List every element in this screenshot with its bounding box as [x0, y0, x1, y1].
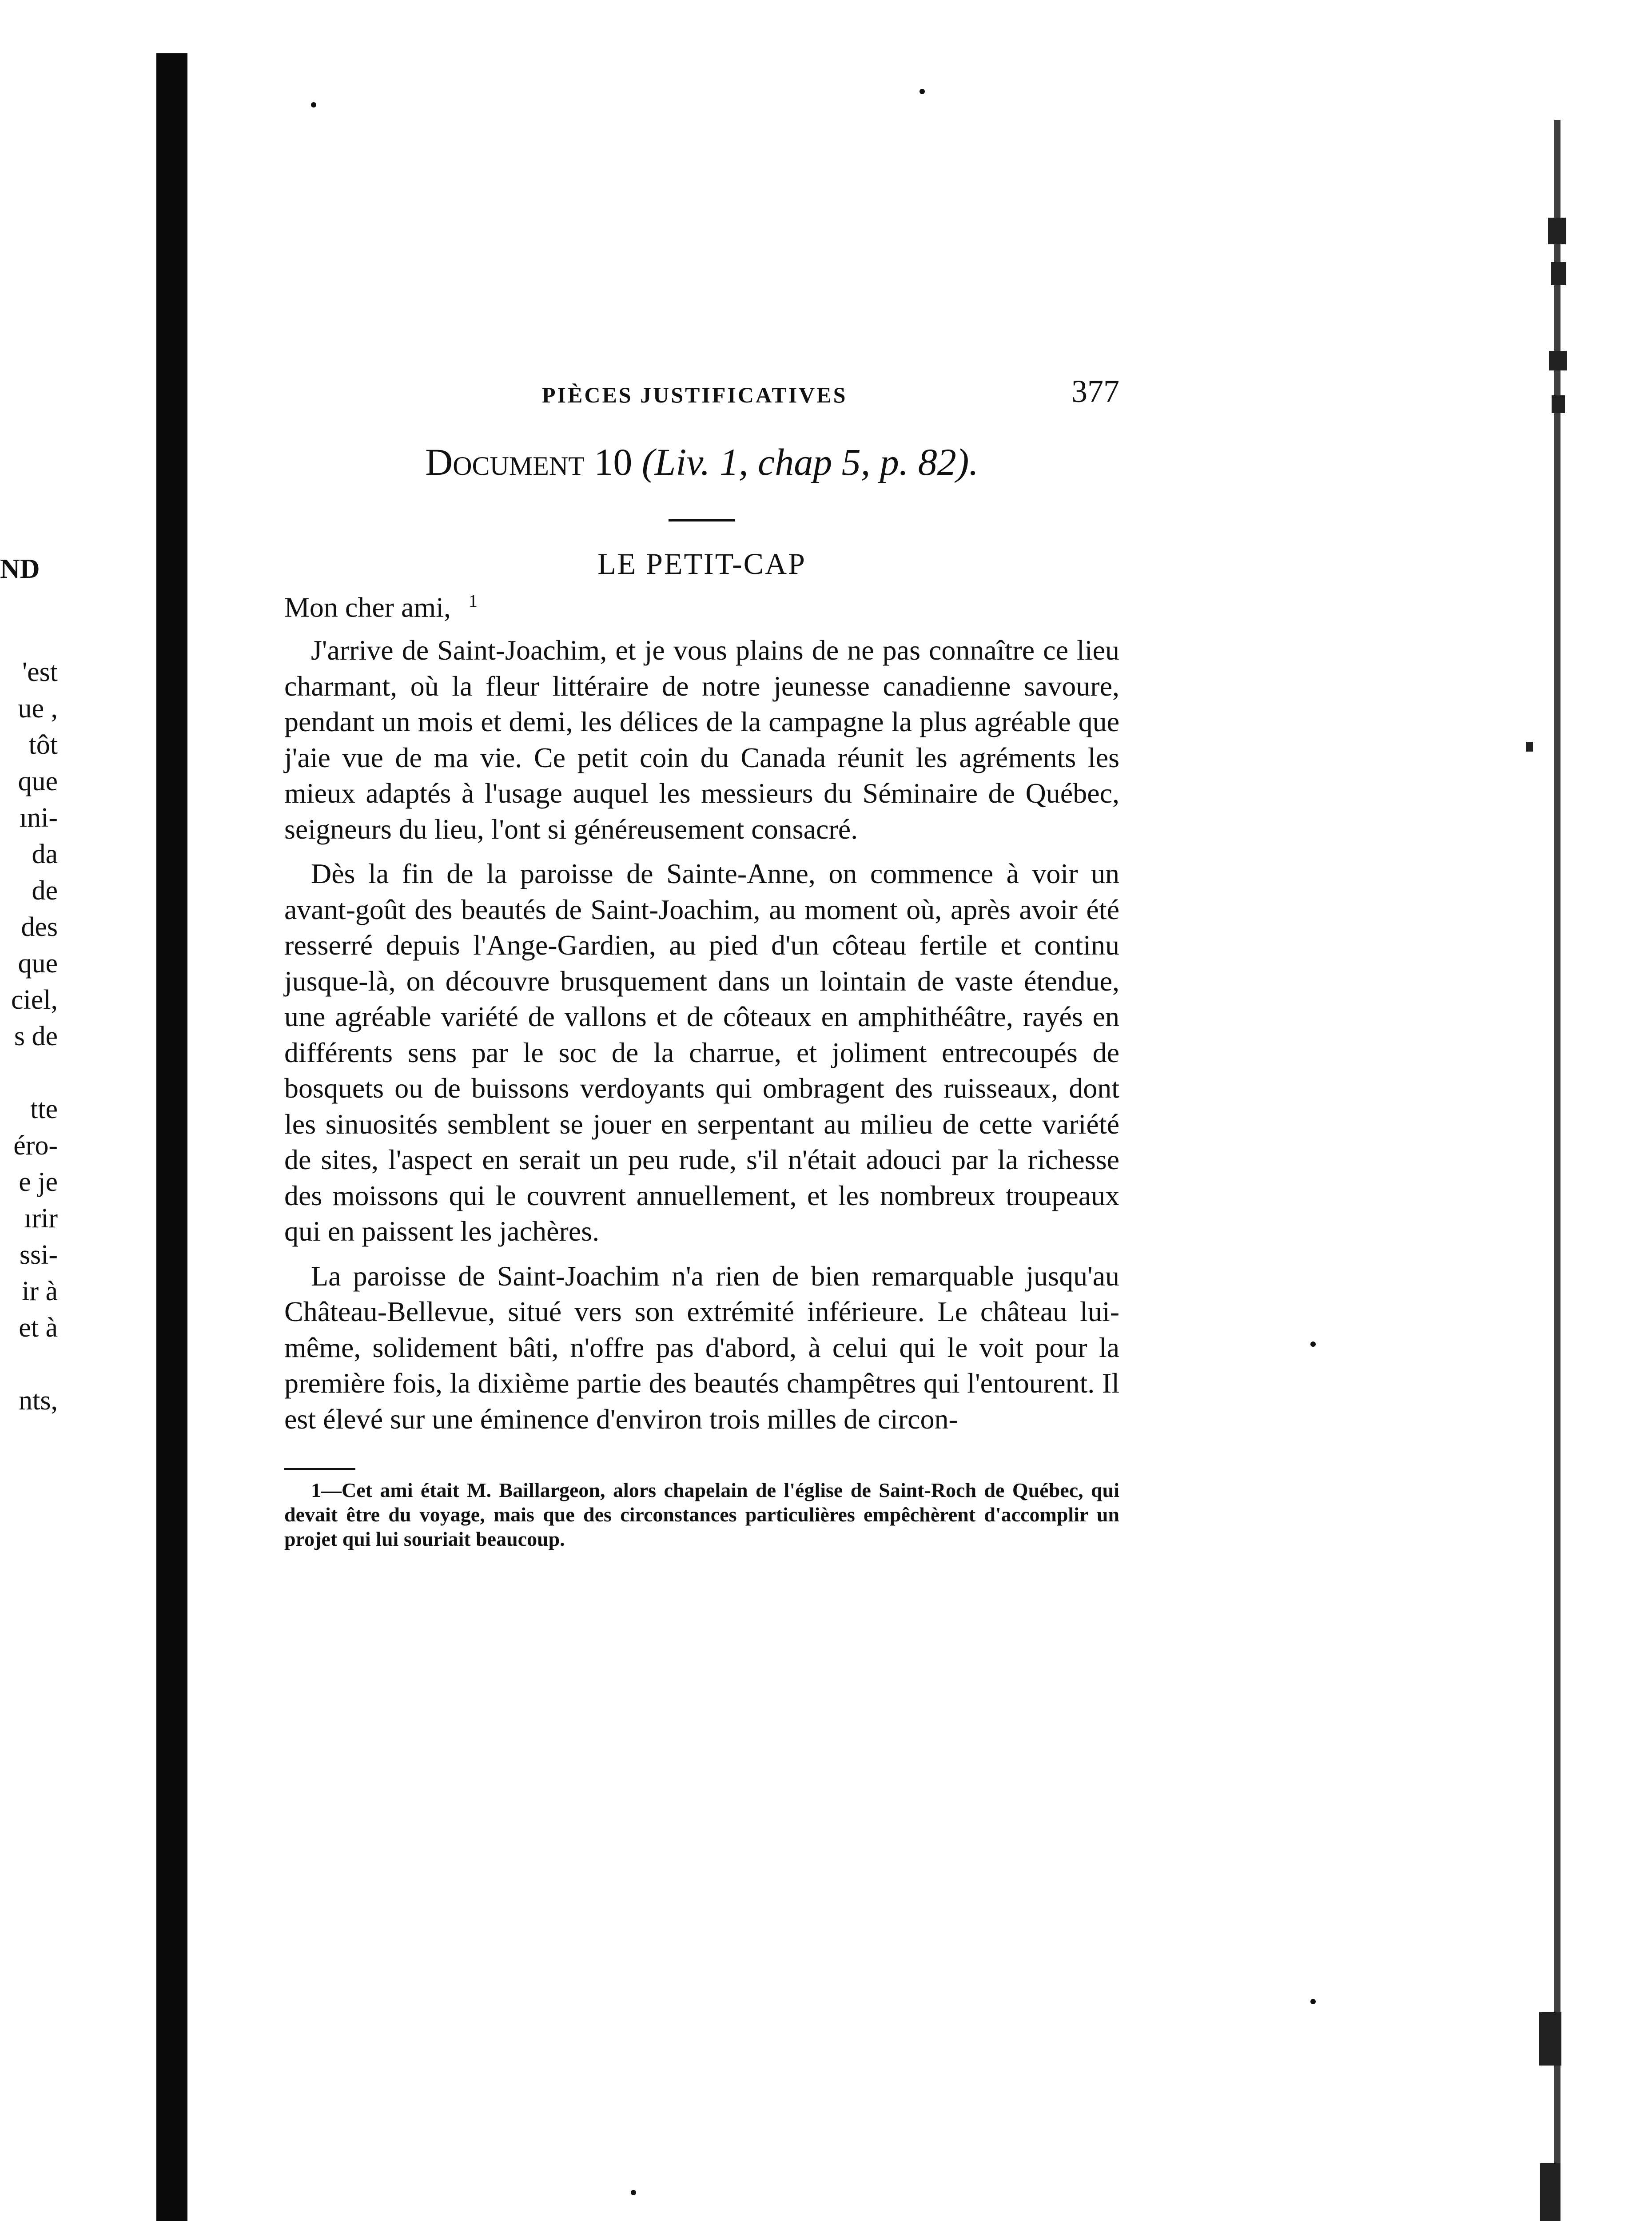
- document-label: Document: [425, 441, 585, 483]
- bleed-line: que: [18, 948, 58, 979]
- bleed-line: da: [32, 839, 58, 869]
- document-reference: (Liv. 1, chap 5, p. 82).: [641, 441, 979, 483]
- scan-speck: [1310, 1341, 1316, 1347]
- bleed-line: ir à: [22, 1276, 58, 1306]
- scan-speck: [1310, 1999, 1316, 2004]
- bleed-line: et à: [19, 1313, 58, 1343]
- book-spine-shadow: [156, 53, 187, 2221]
- scan-speck: [631, 2190, 636, 2195]
- body-paragraph: J'arrive de Saint-Joachim, et je vous plains de ne pas connaître ce lieu charmant, où la fleur littéraire de notre jeunesse canadienne savoure, pendant un mois et demi, les délices de la campagne la plus agréable que j'aie vue de ma vie. Ce petit coin du Canada réunit les agréments les mieux adaptés à l'usage auquel les messieurs du Séminaire de Québec, seigneurs du lieu, l'ont si généreusement consacré.: [284, 634, 1119, 845]
- salutation-text: Mon cher ami,: [284, 591, 451, 623]
- scan-mark: [1539, 2012, 1561, 2066]
- bleed-line: des: [21, 912, 58, 942]
- bleed-gap: [0, 1346, 58, 1382]
- bleed-line: nts,: [19, 1385, 58, 1416]
- bleed-line: s de: [14, 1021, 58, 1051]
- bleed-line: ırir: [24, 1203, 58, 1234]
- footnote-rule: [284, 1468, 355, 1470]
- scan-mark: [1551, 262, 1566, 285]
- left-page-bleed: [0, 551, 58, 1419]
- section-title: LE PETIT-CAP: [597, 547, 806, 581]
- scan-mark: [1549, 351, 1567, 370]
- scan-mark: [1548, 218, 1566, 244]
- scan-mark: [1540, 2163, 1560, 2221]
- title-rule: [669, 519, 735, 521]
- document-number: 10: [594, 441, 633, 483]
- salutation: [284, 590, 1119, 624]
- bleed-line: ciel,: [11, 985, 58, 1015]
- bleed-line: ssi-: [19, 1240, 58, 1270]
- bleed-line: 'est: [22, 657, 58, 687]
- scan-edge-line: [1554, 120, 1560, 2221]
- body-paragraph: Dès la fin de la paroisse de Sainte-Anne, on commence à voir un avant-goût des beautés de Saint-Joachim, au moment où, après avoir été resserré depuis l'Ange-Gardien, au pied d'un côteau fertile et continu jusque-là, on découvre brusquement dans un lointain de vaste étendue, une agréable variété de vallons et de côteaux en amphithéâtre, rayés en différents sens par le soc de la charrue, et joliment entrecoupés de bosquets ou de buissons verdoyants qui ombragent des ruisseaux, dont les sinuosités semblent se jouer en serpentant au milieu de cette variété de sites, l'aspect en serait un peu rude, s'il n'était adouci par la richesse des moissons qui le couvrent annuellement, et les nombreux troupeaux qui en paissent les jachères.: [284, 858, 1119, 1247]
- running-title: PIÈCES JUSTIFICATIVES: [542, 382, 848, 407]
- bleed-line: que: [18, 766, 58, 796]
- bleed-gap: [0, 1055, 58, 1091]
- body-paragraph: La paroisse de Saint-Joachim n'a rien de bien remarquable jusqu'au Château-Bellevue, situé vers son extrémité inférieure. Le château lui-même, solidement bâti, n'offre pas d'abord, à celui qui le voit pour la première fois, la dixième partie des beautés champêtres qui l'entourent. Il est élevé sur une éminence d'environ trois milles de circon-: [284, 1260, 1119, 1435]
- footnote-ref: 1: [469, 591, 478, 611]
- bleed-line: ıni-: [19, 803, 58, 833]
- page-number: 377: [1071, 374, 1119, 409]
- bleed-line: de: [32, 876, 58, 906]
- scan-speck: [920, 89, 925, 94]
- bleed-heading: ND: [0, 554, 40, 584]
- scan-mark: [1526, 742, 1533, 752]
- scan-mark: [1552, 395, 1565, 413]
- bleed-line: éro-: [13, 1130, 58, 1161]
- scan-speck: [311, 102, 316, 107]
- bleed-line: tôt: [28, 730, 58, 760]
- book-page: [284, 373, 1119, 1551]
- document-title: [284, 440, 1119, 484]
- footnote: 1—Cet ami était M. Baillargeon, alors chapelain de l'église de Saint-Roch de Québec, qui devait être du voyage, mais que des circonstances particulières empêchèrent d'accomplir un projet qui lui souriait beaucoup.: [284, 1479, 1119, 1551]
- right-edge-scan-artifacts: [1508, 67, 1570, 2221]
- page-header: [284, 373, 1119, 426]
- bleed-line: e je: [19, 1167, 58, 1197]
- bleed-line: ue ,: [18, 693, 58, 724]
- bleed-line: tte: [30, 1094, 58, 1124]
